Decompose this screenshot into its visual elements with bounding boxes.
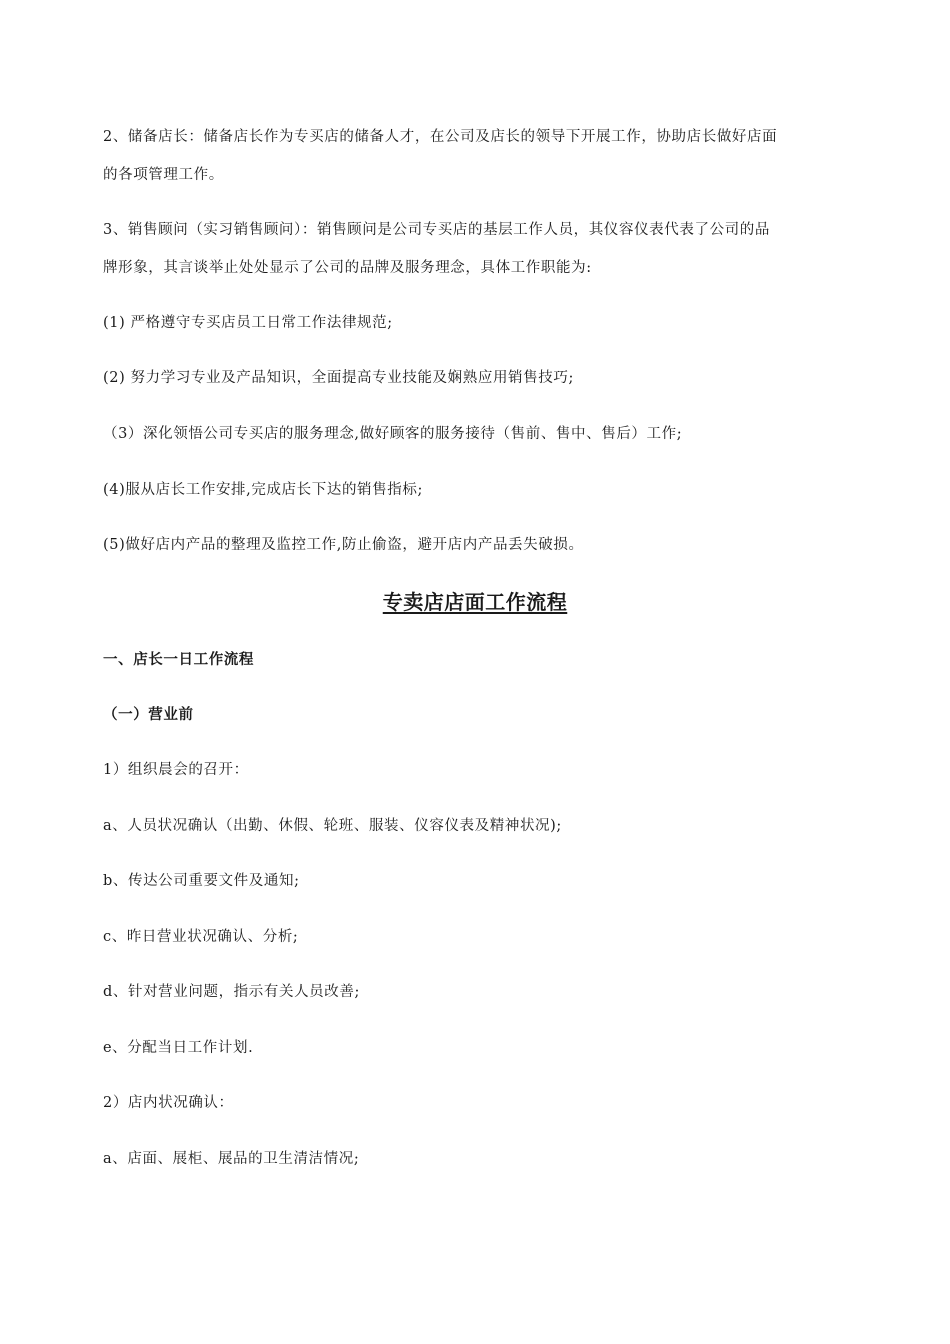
section-heading: 一、店长一日工作流程 (103, 652, 254, 668)
paragraph-line: 的各项管理工作。 (103, 167, 224, 183)
duty-item: (5)做好店内产品的整理及监控工作,防止偷盗，避开店内产品丢失破损。 (103, 537, 584, 553)
paragraph-line: 3、销售顾问（实习销售顾问）：销售顾问是公司专买店的基层工作人员，其仪容仪表代表了公司的品 (103, 222, 770, 238)
duty-item: (2) 努力学习专业及产品知识，全面提高专业技能及娴熟应用销售技巧; (103, 370, 574, 386)
list-item: d、针对营业问题，指示有关人员改善; (103, 984, 360, 1000)
duty-item: （3）深化领悟公司专买店的服务理念,做好顾客的服务接待（售前、售中、售后）工作; (103, 426, 683, 442)
list-item: a、店面、展柜、展品的卫生清洁情况; (103, 1151, 360, 1167)
list-item: e、分配当日工作计划. (103, 1040, 254, 1056)
page-title: 专卖店店面工作流程 (382, 590, 568, 614)
list-item: b、传达公司重要文件及通知; (103, 873, 300, 889)
list-item: a、人员状况确认（出勤、休假、轮班、服装、仪容仪表及精神状况); (103, 818, 562, 834)
subsection-heading: （一）营业前 (103, 707, 194, 723)
duty-item: (1) 严格遵守专买店员工日常工作法律规范; (103, 315, 393, 331)
paragraph-line: 牌形象，其言谈举止处处显示了公司的品牌及服务理念，具体工作职能为: (103, 260, 592, 276)
list-item: 2）店内状况确认： (103, 1095, 234, 1111)
duty-item: (4)服从店长工作安排,完成店长下达的销售指标; (103, 482, 423, 498)
paragraph-line: 2、储备店长：储备店长作为专买店的储备人才，在公司及店长的领导下开展工作，协助店长做好店面 (103, 129, 778, 145)
list-item: c、昨日营业状况确认、分析; (103, 929, 299, 945)
list-item: 1）组织晨会的召开： (103, 762, 249, 778)
